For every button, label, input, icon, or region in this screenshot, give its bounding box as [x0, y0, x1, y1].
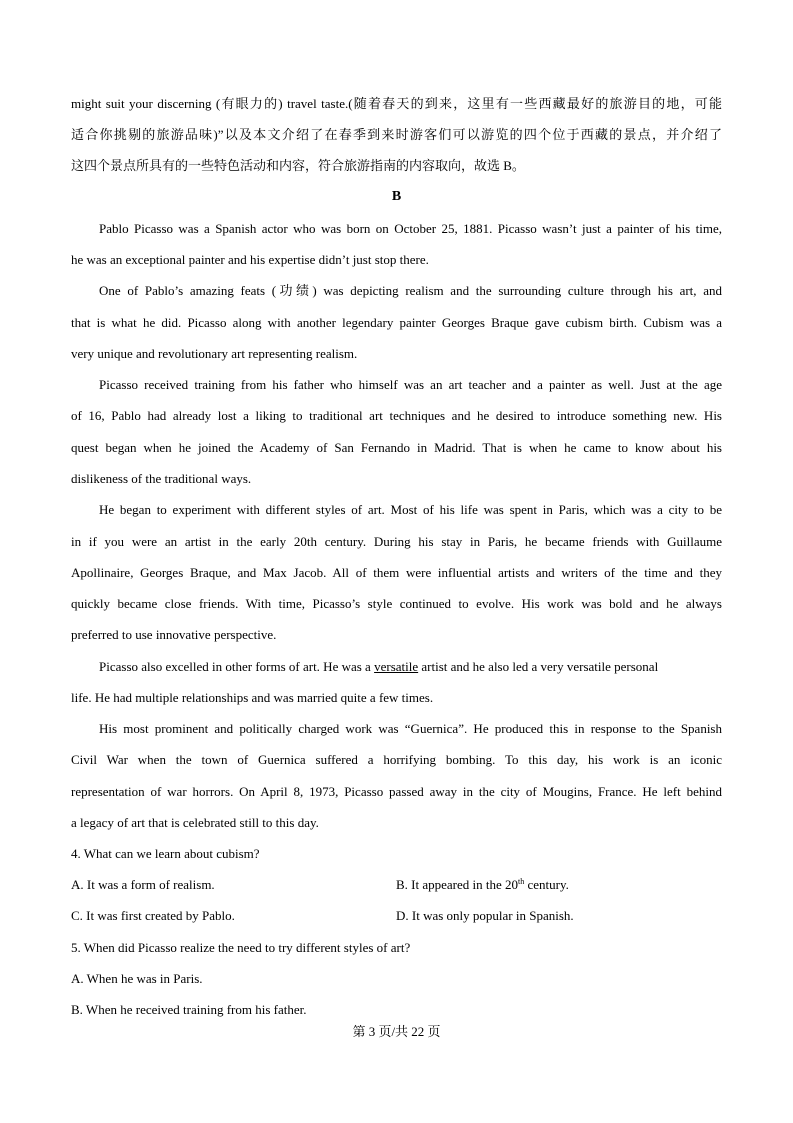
intro-line-3: 这四个景点所具有的一些特色活动和内容，符合旅游指南的内容取向，故选 B。 [71, 158, 525, 173]
passage-p5-line-2: life. He had multiple relationships and was married quite a few times. [71, 690, 434, 705]
passage-p6-line-4: a legacy of art that is celebrated still to this day. [71, 815, 319, 830]
passage-p4-line-4: quickly became close friends. With time, Picasso’s style continued to evolve. His work was bold and he always [71, 596, 722, 611]
passage-p5-text-b: artist and he also led a very versatile personal [418, 659, 659, 674]
passage-p5-line-1 [99, 659, 722, 675]
passage-p3-line-1: Picasso received training from his father who himself was an art teacher and a painter as well. Just at the age [99, 377, 722, 392]
passage-p3-line-2: of 16, Pablo had already lost a liking to traditional art techniques and he desired to introduce something new. His [71, 408, 722, 423]
passage-p1-line-2: he was an exceptional painter and his expertise didn’t just stop there. [71, 252, 429, 267]
q4-option-b [396, 877, 569, 893]
underlined-word-versatile: versatile [374, 659, 419, 674]
passage-p2-line-1: One of Pablo’s amazing feats (功绩) was depicting realism and the surrounding culture through his art, and [99, 283, 722, 298]
passage-p4-line-5: preferred to use innovative perspective. [71, 627, 277, 642]
passage-p4-line-2: in if you were an artist in the early 20th century. During his stay in Paris, he became friends with Guillaume [71, 534, 722, 549]
section-heading: B [391, 189, 402, 204]
passage-p4-line-3: Apollinaire, Georges Braque, and Max Jacob. All of them were influential artists and writers of the time and they [71, 565, 722, 580]
q4-option-d: D. It was only popular in Spanish. [396, 908, 574, 923]
passage-p3-line-3: quest began when he joined the Academy of San Fernando in Madrid. That is when he came to know about his [71, 440, 722, 455]
page-footer: 第 3 页/共 22 页 [352, 1024, 441, 1039]
q4-option-b-superscript: th [518, 877, 525, 886]
passage-p5-text-a: Picasso also excelled in other forms of art. He was a [99, 659, 375, 674]
passage-p1-line-1: Pablo Picasso was a Spanish actor who was born on October 25, 1881. Picasso wasn’t just a painter of his time, [99, 221, 722, 236]
passage-p2-line-3: very unique and revolutionary art representing realism. [71, 346, 358, 361]
passage-p6-line-3: representation of war horrors. On April 8, 1973, Picasso passed away in the city of Mougins, France. He left behind [71, 784, 722, 799]
intro-line-2: 适合你挑剔的旅游品味)”以及本文介绍了在春季到来时游客们可以游览的四个位于西藏的景点，并介绍了 [71, 127, 722, 142]
passage-p3-line-4: dislikeness of the traditional ways. [71, 471, 252, 486]
q4-option-a: A. It was a form of realism. [71, 877, 215, 892]
passage-p6-line-2: Civil War when the town of Guernica suffered a horrifying bombing. To this day, his work is an iconic [71, 752, 722, 767]
q4-option-b-text: B. It appeared in the 20 [396, 877, 519, 892]
q4-option-c: C. It was first created by Pablo. [71, 908, 235, 923]
q4-option-b-tail: century. [524, 877, 569, 892]
passage-p4-line-1: He began to experiment with different styles of art. Most of his life was spent in Paris, which was a city to be [99, 502, 722, 517]
intro-line-1: might suit your discerning (有眼力的) travel taste.(随着春天的到来，这里有一些西藏最好的旅游目的地，可能 [71, 96, 722, 111]
q5-option-b: B. When he received training from his father. [71, 1002, 307, 1017]
question-4: 4. What can we learn about cubism? [71, 846, 260, 861]
q5-option-a: A. When he was in Paris. [71, 971, 203, 986]
question-5: 5. When did Picasso realize the need to try different styles of art? [71, 940, 411, 955]
passage-p6-line-1: His most prominent and politically charged work was “Guernica”. He produced this in response to the Spanish [99, 721, 722, 736]
passage-p2-line-2: that is what he did. Picasso along with another legendary painter Georges Braque gave cubism birth. Cubism was a [71, 315, 722, 330]
